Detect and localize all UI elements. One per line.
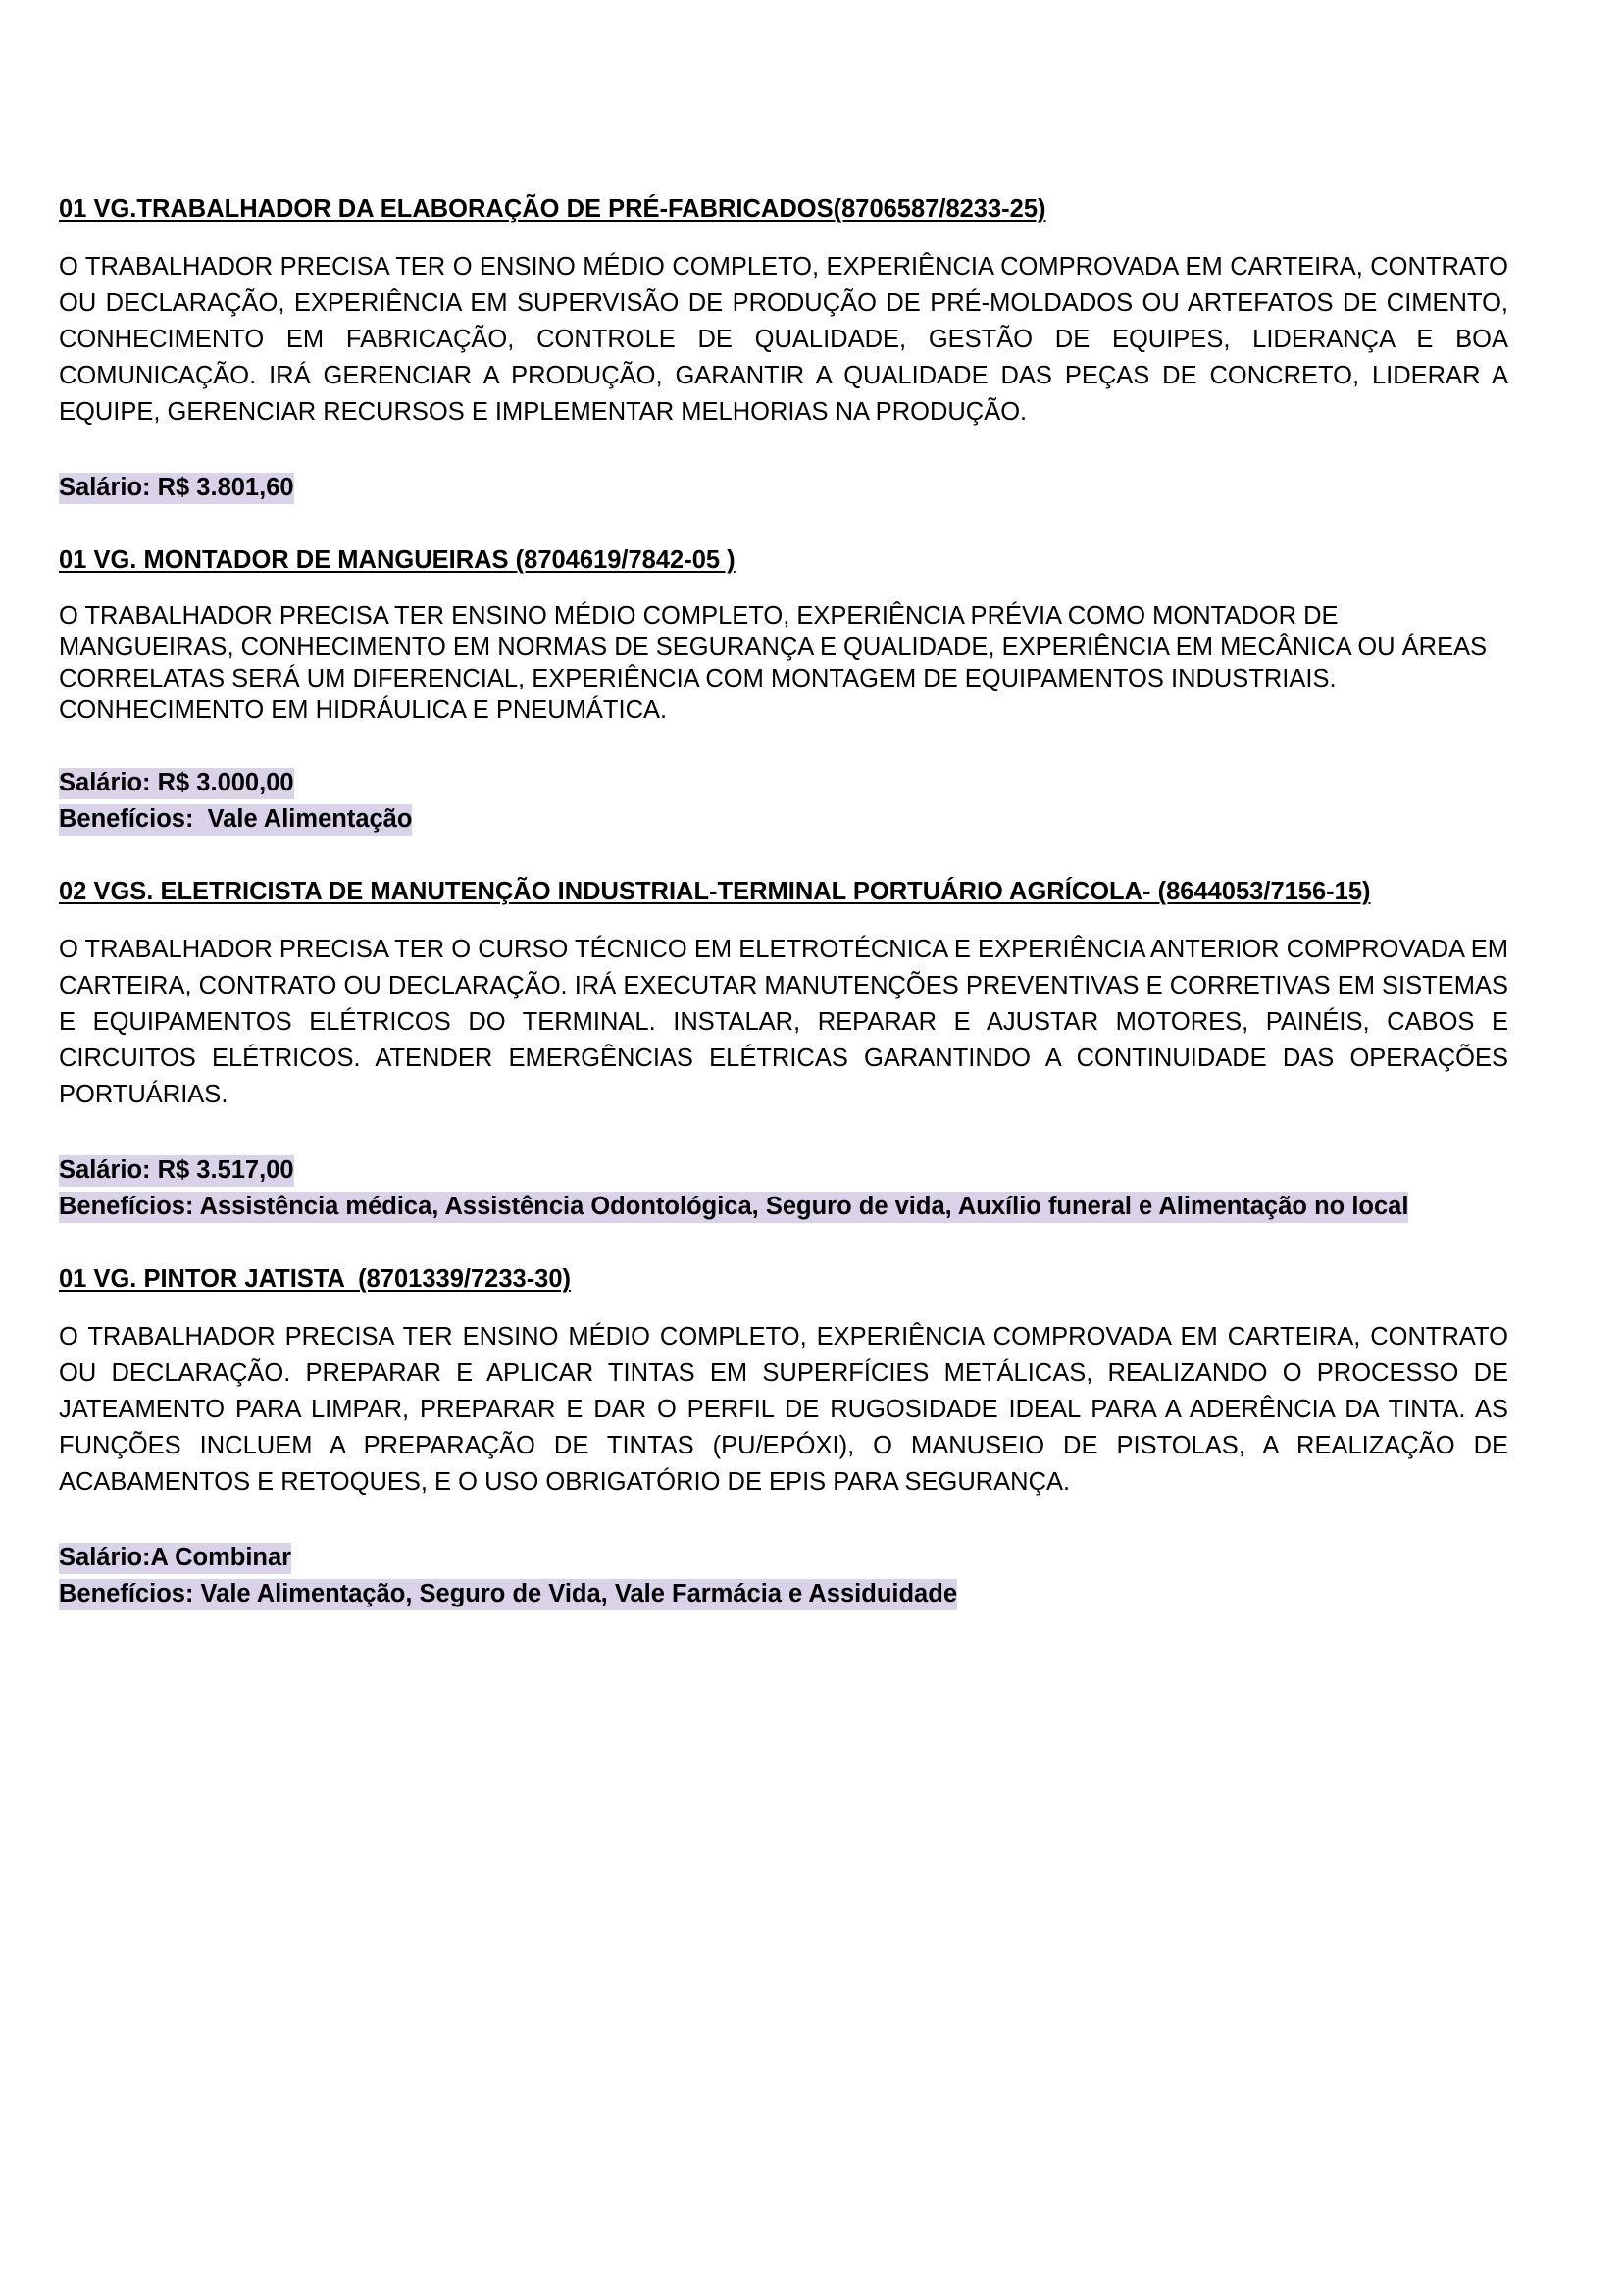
- salary-text: Salário: R$ 3.801,60: [59, 473, 294, 504]
- job-description: O TRABALHADOR PRECISA TER O ENSINO MÉDIO COMPLETO, EXPERIÊNCIA COMPROVADA EM CARTEIRA, CONTRATO OU DECLARAÇÃO, EXPERIÊNCIA EM SUPERVISÃO DE PRODUÇÃO DE PRÉ-MOLDADOS OU ARTEFATOS DE CIMENTO, CONHECIMENTO EM FABRICAÇÃO, CONTROLE DE QUALIDADE, GESTÃO DE EQUIPES, LIDERANÇA E BOA COMUNICAÇÃO. IRÁ GERENCIAR A PRODUÇÃO, GARANTIR A QUALIDADE DAS PEÇAS DE CONCRETO, LIDERAR A EQUIPE, GERENCIAR RECURSOS E IMPLEMENTAR MELHORIAS NA PRODUÇÃO.: [59, 253, 1508, 426]
- job-listing: [59, 194, 1508, 506]
- benefits-text: Benefícios: Vale Alimentação: [59, 804, 412, 836]
- salary-line: [59, 1152, 1508, 1189]
- job-listing: [59, 545, 1508, 838]
- spacer: [59, 1225, 1508, 1264]
- job-listing: [59, 877, 1508, 1225]
- job-description: O TRABALHADOR PRECISA TER ENSINO MÉDIO COMPLETO, EXPERIÊNCIA PRÉVIA COMO MONTADOR DE MANGUEIRAS, CONHECIMENTO EM NORMAS DE SEGURANÇA E QUALIDADE, EXPERIÊNCIA EM MECÂNICA OU ÁREAS CORRELATAS SERÁ UM DIFERENCIAL, EXPERIÊNCIA COM MONTAGEM DE EQUIPAMENTOS INDUSTRIAIS. CONHECIMENTO EM HIDRÁULICA E PNEUMÁTICA.: [59, 602, 1488, 724]
- job-listings-page: [59, 194, 1508, 1612]
- job-description: O TRABALHADOR PRECISA TER O CURSO TÉCNICO EM ELETROTÉCNICA E EXPERIÊNCIA ANTERIOR COMPROVADA EM CARTEIRA, CONTRATO OU DECLARAÇÃO. IRÁ EXECUTAR MANUTENÇÕES PREVENTIVAS E CORRETIVAS EM SISTEMAS E EQUIPAMENTOS ELÉTRICOS DO TERMINAL. INSTALAR, REPARAR E AJUSTAR MOTORES, PAINÉIS, CABOS E CIRCUITOS ELÉTRICOS. ATENDER EMERGÊNCIAS ELÉTRICAS GARANTINDO A CONTINUIDADE DAS OPERAÇÕES PORTUÁRIAS.: [59, 936, 1508, 1108]
- job-title: 01 VG. PINTOR JATISTA (8701339/7233-30): [59, 1265, 572, 1293]
- benefits-line: [59, 801, 1508, 838]
- benefits-text: Benefícios: Assistência médica, Assistência Odontológica, Seguro de vida, Auxílio funeral e Alimentação no local: [59, 1192, 1408, 1223]
- job-listing: [59, 1264, 1508, 1612]
- salary-text: Salário: R$ 3.517,00: [59, 1155, 294, 1187]
- salary-text: Salário:A Combinar: [59, 1543, 291, 1574]
- job-title: 02 VGS. ELETRICISTA DE MANUTENÇÃO INDUSTRIAL-TERMINAL PORTUÁRIO AGRÍCOLA- (8644053/7156-15): [59, 878, 1371, 905]
- benefits-text: Benefícios: Vale Alimentação, Seguro de Vida, Vale Farmácia e Assiduidade: [59, 1579, 957, 1610]
- salary-line: [59, 765, 1508, 801]
- salary-line: [59, 470, 1508, 506]
- job-title: 01 VG.TRABALHADOR DA ELABORAÇÃO DE PRÉ-FABRICADOS(8706587/8233-25): [59, 195, 1046, 223]
- benefits-line: [59, 1576, 1508, 1612]
- job-description: O TRABALHADOR PRECISA TER ENSINO MÉDIO COMPLETO, EXPERIÊNCIA COMPROVADA EM CARTEIRA, CONTRATO OU DECLARAÇÃO. PREPARAR E APLICAR TINTAS EM SUPERFÍCIES METÁLICAS, REALIZANDO O PROCESSO DE JATEAMENTO PARA LIMPAR, PREPARAR E DAR O PERFIL DE RUGOSIDADE IDEAL PARA A ADERÊNCIA DA TINTA. AS FUNÇÕES INCLUEM A PREPARAÇÃO DE TINTAS (PU/EPÓXI), O MANUSEIO DE PISTOLAS, A REALIZAÇÃO DE ACABAMENTOS E RETOQUES, E O USO OBRIGATÓRIO DE EPIS PARA SEGURANÇA.: [59, 1323, 1508, 1496]
- benefits-line: [59, 1189, 1491, 1225]
- salary-text: Salário: R$ 3.000,00: [59, 768, 294, 799]
- spacer: [59, 838, 1508, 877]
- job-title: 01 VG. MONTADOR DE MANGUEIRAS (8704619/7842-05 ): [59, 546, 736, 574]
- spacer: [59, 506, 1508, 545]
- salary-line: [59, 1540, 1508, 1576]
